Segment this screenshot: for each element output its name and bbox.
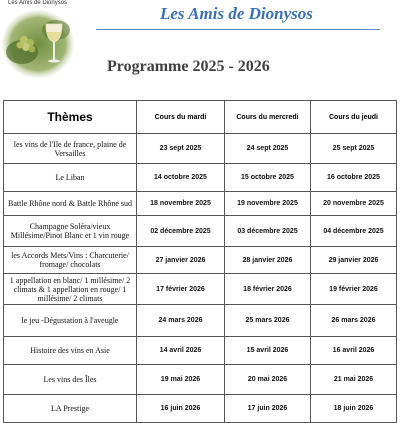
table-row	[4, 365, 397, 395]
date-cell-mercredi: 19 novembre 2025	[225, 192, 311, 216]
theme-cell: le jeu -Dégustation à l'aveugle	[4, 305, 137, 337]
date-cell-mardi: 16 juin 2026	[137, 395, 225, 423]
column-header-mardi: Cours du mardi	[137, 101, 225, 134]
date-cell-mercredi: 03 décembre 2025	[225, 216, 311, 247]
table-row	[4, 134, 397, 164]
table-row	[4, 216, 397, 247]
theme-cell: Champagne Soléra/vieux Millésime/Pinot Blanc et 1 vin rouge	[4, 216, 137, 247]
table-row	[4, 305, 397, 337]
date-cell-jeudi: 26 mars 2026	[311, 305, 397, 337]
table-row	[4, 164, 397, 192]
table-row	[4, 274, 397, 305]
date-cell-mardi: 17 février 2026	[137, 274, 225, 305]
date-cell-jeudi: 16 avril 2026	[311, 337, 397, 365]
date-cell-mercredi: 28 janvier 2026	[225, 247, 311, 274]
date-cell-mercredi: 18 février 2026	[225, 274, 311, 305]
date-cell-mardi: 14 octobre 2025	[137, 164, 225, 192]
page-title: Programme 2025 - 2026	[107, 58, 270, 75]
theme-cell: les vins de l'Ile de france, plaine de Versailles	[4, 134, 137, 164]
date-cell-mercredi: 25 mars 2026	[225, 305, 311, 337]
date-cell-jeudi: 18 juin 2026	[311, 395, 397, 423]
table-row	[4, 337, 397, 365]
column-header-jeudi: Cours du jeudi	[311, 101, 397, 134]
theme-cell: Battle Rhône nord & Battle Rhône sud	[4, 192, 137, 216]
date-cell-mardi: 14 avril 2026	[137, 337, 225, 365]
theme-cell: Histoire des vins en Asie	[4, 337, 137, 365]
date-cell-jeudi: 20 novembre 2025	[311, 192, 397, 216]
date-cell-mardi: 23 sept 2025	[137, 134, 225, 164]
date-cell-mardi: 02 décembre 2025	[137, 216, 225, 247]
date-cell-mercredi: 24 sept 2025	[225, 134, 311, 164]
column-header-mercredi: Cours du mercredi	[225, 101, 311, 134]
table-row	[4, 395, 397, 423]
date-cell-jeudi: 04 décembre 2025	[311, 216, 397, 247]
date-cell-jeudi: 29 janvier 2026	[311, 247, 397, 274]
date-cell-mercredi: 17 juin 2026	[225, 395, 311, 423]
date-cell-jeudi: 25 sept 2025	[311, 134, 397, 164]
theme-cell: Les vins des Îles	[4, 365, 137, 395]
date-cell-jeudi: 19 février 2026	[311, 274, 397, 305]
table-row	[4, 192, 397, 216]
date-cell-mercredi: 20 mai 2026	[225, 365, 311, 395]
table-header-row	[4, 101, 397, 134]
logo-caption: Les Amis de Dionysos	[8, 0, 68, 6]
header-title: Les Amis de Dionysos	[160, 4, 313, 23]
date-cell-mardi: 24 mars 2026	[137, 305, 225, 337]
column-header-themes: Thèmes	[4, 101, 137, 134]
date-cell-mardi: 19 mai 2026	[137, 365, 225, 395]
header-divider	[96, 29, 380, 30]
table-row	[4, 247, 397, 274]
date-cell-jeudi: 16 octobre 2025	[311, 164, 397, 192]
theme-cell: les Accords Mets/Vins : Charcuterie/ fromage/ chocolats	[4, 247, 137, 274]
date-cell-mercredi: 15 octobre 2025	[225, 164, 311, 192]
date-cell-mercredi: 15 avril 2026	[225, 337, 311, 365]
club-logo	[2, 0, 74, 80]
theme-cell: LA Prestige	[4, 395, 137, 423]
theme-cell: 1 appellation en blanc/ 1 millésime/ 2 climats & 1 appellation en rouge/ 1 millésime/ 2 climats	[4, 274, 137, 305]
theme-cell: Le Liban	[4, 164, 137, 192]
wine-glass-vineyard-logo-icon	[2, 0, 74, 80]
date-cell-mardi: 27 janvier 2026	[137, 247, 225, 274]
date-cell-jeudi: 21 mai 2026	[311, 365, 397, 395]
date-cell-mardi: 18 novembre 2025	[137, 192, 225, 216]
schedule-table	[3, 100, 397, 423]
